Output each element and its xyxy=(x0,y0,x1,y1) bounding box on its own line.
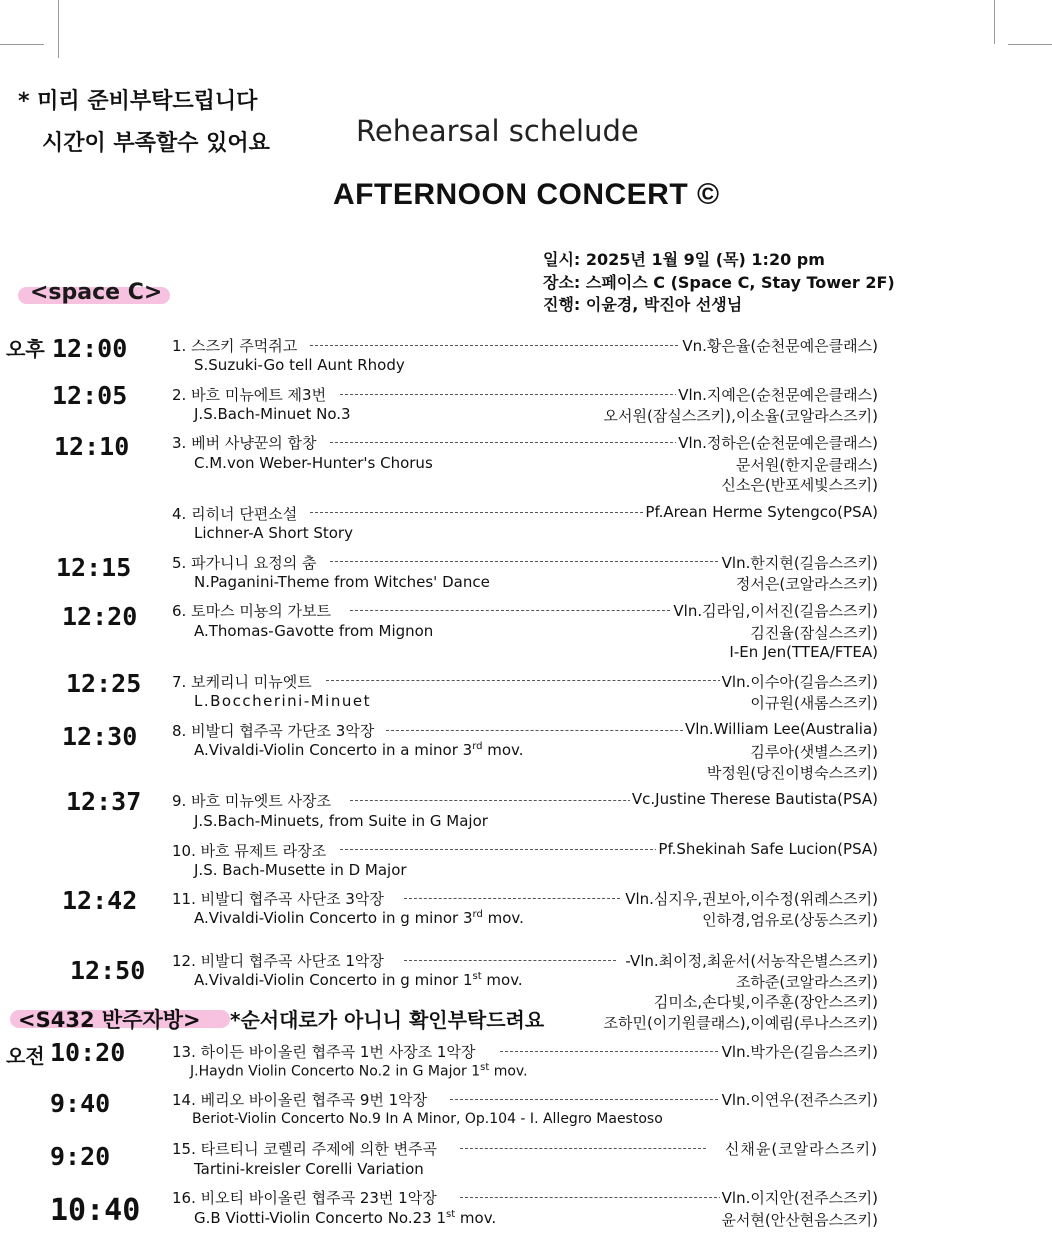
performer: Pf.Arean Herme Sytengco(PSA) xyxy=(645,503,878,521)
handwritten-time: 12:05 xyxy=(52,381,128,410)
performer: Vln.박가은(길음스즈키) xyxy=(721,1043,878,1061)
leader-dots xyxy=(310,345,678,346)
leader-dots xyxy=(330,442,678,443)
piece-title-en: L.Boccherini-Minuet xyxy=(194,692,371,710)
piece-title-en: C.M.von Weber-Hunter's Chorus xyxy=(194,454,433,472)
handwritten-time: 12:30 xyxy=(62,722,138,751)
leader-dots xyxy=(330,561,718,562)
piece-title-ko: 13. 하이든 바이올린 협주곡 1번 사장조 1악장 xyxy=(172,1041,478,1062)
subtitle: Rehearsal schelude xyxy=(356,114,639,148)
piece-title-en: Beriot-Violin Concerto No.9 In A Minor, Op.104 - I. Allegro Maestoso xyxy=(192,1111,663,1127)
piece-title-en: Lichner-A Short Story xyxy=(194,524,353,542)
handwritten-time: 12:20 xyxy=(62,602,138,631)
performer: 김진율(잠실스즈키) xyxy=(750,624,878,642)
piece-title-en: J.S. Bach-Musette in D Major xyxy=(194,861,407,879)
piece-title-en: N.Paganini-Theme from Witches' Dance xyxy=(194,573,490,591)
performer: Vln.지예은(순천문예은클래스) xyxy=(678,386,878,404)
leader-dots xyxy=(350,610,670,611)
crop-mark xyxy=(0,44,44,45)
piece-title-ko: 10. 바흐 뮤제트 라장조 xyxy=(172,840,329,861)
handwritten-time: 12:15 xyxy=(56,553,132,582)
piece-title-ko: 14. 베리오 바이올린 협주곡 9번 1악장 xyxy=(172,1089,430,1110)
piece-title-en: A.Vivaldi-Violin Concerto in g minor 1st mov. xyxy=(194,971,523,989)
piece-title-en: J.S.Bach-Minuets, from Suite in G Major xyxy=(194,812,488,830)
performer: Vln.김라임,이서진(길음스즈키) xyxy=(673,602,878,620)
performer: Vn.황은율(순천문예은클래스) xyxy=(682,337,878,355)
piece-title-ko: 3. 베버 사냥꾼의 합창 xyxy=(172,432,320,453)
performer: 김루아(샛별스즈키) xyxy=(750,743,878,761)
performer: 오서원(잠실스즈키),이소율(코알라스즈키) xyxy=(603,407,878,425)
piece-title-ko: 4. 리히너 단편소설 xyxy=(172,503,300,524)
performer: Vln.정하은(순천문예은클래스) xyxy=(678,434,878,452)
piece-title-en: A.Thomas-Gavotte from Mignon xyxy=(194,622,434,640)
performer: 신소은(반포세빛스즈키) xyxy=(721,476,878,494)
performer: Vln.이연우(전주스즈키) xyxy=(721,1091,878,1109)
piece-title-ko: 2. 바흐 미뉴에트 제3번 xyxy=(172,384,329,405)
performer: 조하준(코알라스즈키) xyxy=(735,973,878,991)
handwritten-time: 10:40 xyxy=(50,1193,141,1228)
piece-title-ko: 11. 비발디 협주곡 사단조 3악장 xyxy=(172,888,387,909)
leader-dots xyxy=(340,849,678,850)
handwritten-time: 12:00 xyxy=(52,334,128,363)
event-date: 일시: 2025년 1월 9일 (목) 1:20 pm xyxy=(543,250,825,269)
space-c-label: <space C> xyxy=(30,280,163,305)
performer: 박정원(당진이병숙스즈키) xyxy=(706,764,878,782)
piece-title-ko: 12. 비발디 협주곡 사단조 1악장 xyxy=(172,950,387,971)
crop-mark xyxy=(1008,44,1052,45)
leader-dots xyxy=(310,512,658,513)
leader-dots xyxy=(350,800,646,801)
handwritten-time: 10:20 xyxy=(50,1038,126,1067)
leader-dots xyxy=(386,730,708,731)
piece-title-ko: 8. 비발디 협주곡 가단조 3악장 xyxy=(172,720,377,741)
performer: 문서원(한지운클래스) xyxy=(735,456,878,474)
crop-mark xyxy=(994,0,995,44)
performer: 정서은(코알라스즈키) xyxy=(735,575,878,593)
performer: 김미소,손다빛,이주훈(장안스즈키) xyxy=(653,993,878,1011)
piece-title-en: Tartini-kreisler Corelli Variation xyxy=(194,1160,424,1178)
am-label: 오전 xyxy=(6,1044,45,1068)
piece-title-en: J.S.Bach-Minuet No.3 xyxy=(194,405,351,423)
piece-title-en: A.Vivaldi-Violin Concerto in a minor 3rd mov. xyxy=(194,741,524,759)
s432-note: *순서대로가 아니니 확인부탁드려요 xyxy=(230,1008,545,1032)
piece-title-en: J.Haydn Violin Concerto No.2 in G Major 1st mov. xyxy=(190,1062,528,1080)
performer: Vc.Justine Therese Bautista(PSA) xyxy=(631,790,878,808)
handwritten-time: 12:37 xyxy=(66,787,142,816)
handwritten-note: * 미리 준비부탁드립니다 xyxy=(18,89,258,114)
s432-label: <S432 반주자방> xyxy=(18,1008,201,1032)
piece-title-ko: 16. 비오티 바이올린 협주곡 23번 1악장 xyxy=(172,1187,440,1208)
performer: 신채윤(코알라스즈키) xyxy=(724,1140,878,1158)
leader-dots xyxy=(500,1051,718,1052)
piece-title-ko: 15. 타르티니 코렐리 주제에 의한 변주곡 xyxy=(172,1138,440,1159)
piece-title-ko: 5. 파가니니 요정의 춤 xyxy=(172,552,320,573)
handwritten-time: 12:42 xyxy=(62,886,138,915)
leader-dots xyxy=(450,1099,718,1100)
handwritten-time: 12:25 xyxy=(66,669,142,698)
leader-dots xyxy=(404,960,616,961)
handwritten-time: 12:50 xyxy=(70,956,146,985)
handwritten-time: 12:10 xyxy=(54,432,130,461)
handwritten-note: 시간이 부족할수 있어요 xyxy=(42,131,270,156)
performer: -Vln.최이정,최윤서(서농작은별스즈키) xyxy=(625,952,878,970)
piece-title-en: G.B Viotti-Violin Concerto No.23 1st mov. xyxy=(194,1209,497,1227)
piece-title-en: A.Vivaldi-Violin Concerto in g minor 3rd mov. xyxy=(194,909,524,927)
performer: 조하민(이기원클래스),이예림(루나스즈키) xyxy=(603,1014,878,1032)
leader-dots xyxy=(326,680,726,681)
performer: 이규원(새롬스즈키) xyxy=(750,694,878,712)
performer: Vln.한지현(길음스즈키) xyxy=(721,554,878,572)
leader-dots xyxy=(340,394,678,395)
performer: Vln.이지안(전주스즈키) xyxy=(721,1189,878,1207)
pm-label: 오후 xyxy=(6,337,45,361)
performer: I-En Jen(TTEA/FTEA) xyxy=(729,643,878,661)
piece-title-ko: 6. 토마스 미뇽의 가보트 xyxy=(172,600,334,621)
leader-dots xyxy=(460,1148,706,1149)
piece-title-ko: 1. 스즈키 주먹쥐고 xyxy=(172,335,300,356)
performer: Vln.William Lee(Australia) xyxy=(684,720,878,738)
piece-title-ko: 9. 바흐 미뉴엣트 사장조 xyxy=(172,790,334,811)
event-host: 진행: 이윤경, 박진아 선생님 xyxy=(543,295,743,314)
performer: 인하경,엄유로(상동스즈키) xyxy=(702,911,878,929)
piece-title-ko: 7. 보케리니 미뉴엣트 xyxy=(172,671,315,692)
leader-dots xyxy=(460,1197,732,1198)
handwritten-time: 9:20 xyxy=(50,1142,111,1171)
performer: Pf.Shekinah Safe Lucion(PSA) xyxy=(658,840,878,858)
event-venue: 장소: 스페이스 C (Space C, Stay Tower 2F) xyxy=(543,273,895,292)
piece-title-en: S.Suzuki-Go tell Aunt Rhody xyxy=(194,356,405,374)
performer: Vln.심지우,권보아,이수정(위례스즈키) xyxy=(625,890,878,908)
leader-dots xyxy=(404,898,620,899)
handwritten-time: 9:40 xyxy=(50,1089,111,1118)
crop-mark xyxy=(58,0,59,58)
performer: Vln.이수아(길음스즈키) xyxy=(721,673,878,691)
performer: 윤서현(안산현음스즈키) xyxy=(721,1211,878,1229)
page-title: AFTERNOON CONCERT © xyxy=(333,178,720,211)
